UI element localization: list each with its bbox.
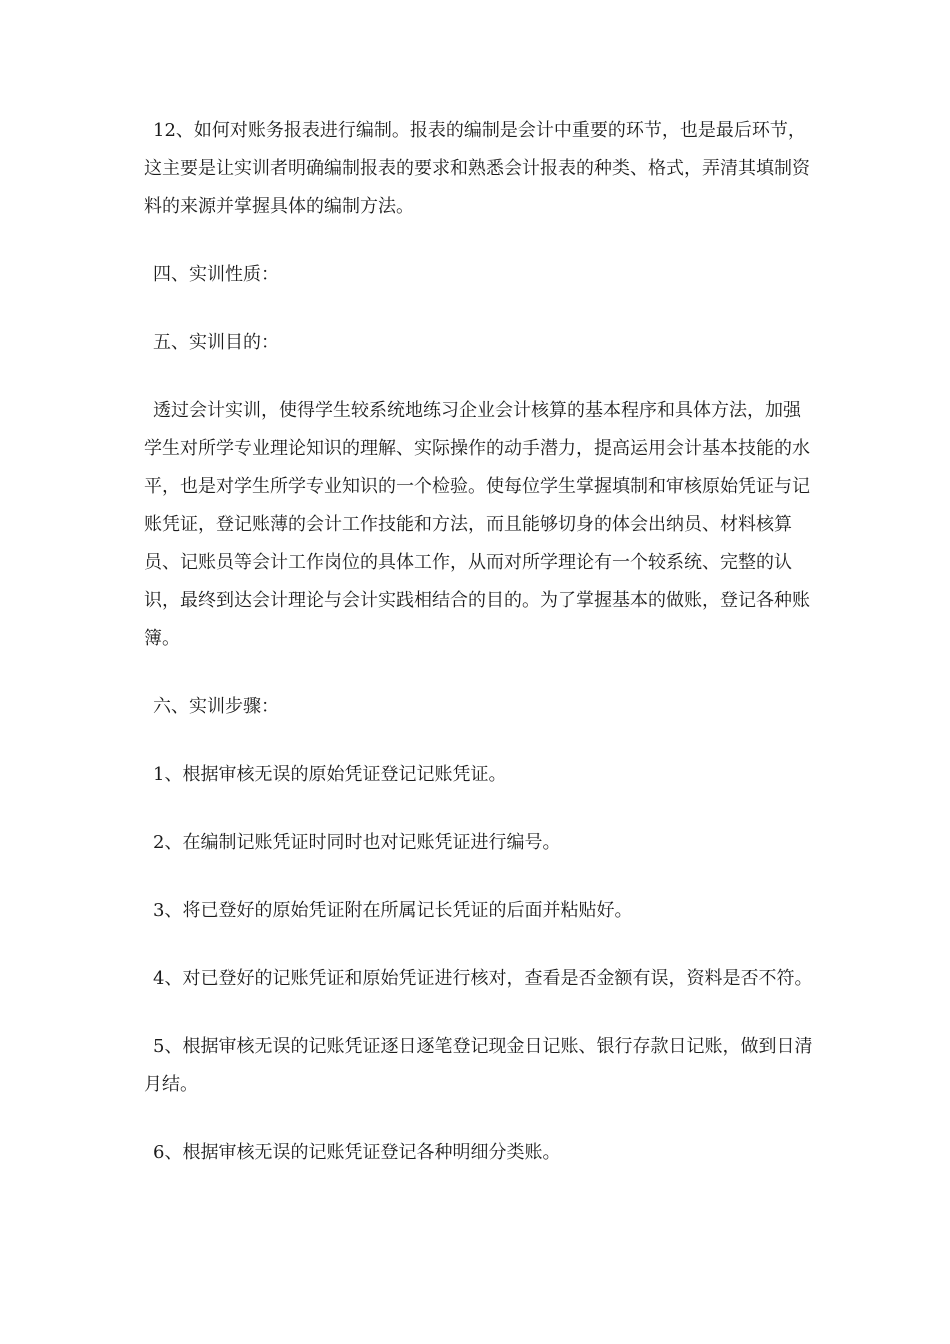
step-6: 6、根据审核无误的记账凭证登记各种明细分类账。 (153, 1142, 561, 1163)
heading-training-nature: 四、实训性质： (153, 264, 279, 285)
paragraph-training-purpose: 透过会计实训，使得学生较系统地练习企业会计核算的基本程序和具体方法，加强学生对所学专业理论知识的理解、实际操作的动手潜力，提高运用会计基本技能的水平，也是对学生所学专业知识的一个检验。使每位学生掌握填制和审核原始凭证与记账凭证，登记账薄的会计工作技能和方法，而且能够切身的体会出纳员、材料核算员、记账员等会计工作岗位的具体工作，从而对所学理论有一个较系统、完整的认识，最终到达会计理论与会计实践相结合的目的。为了掌握基本的做账，登记各种账簿。 (144, 400, 810, 649)
heading-training-steps: 六、实训步骤： (153, 696, 279, 717)
paragraph-report-compilation: 12、如何对账务报表进行编制。报表的编制是会计中重要的环节，也是最后环节，这主要是让实训者明确编制报表的要求和熟悉会计报表的种类、格式，弄清其填制资料的来源并掌握具体的编制方法。 (144, 120, 810, 217)
step-4: 4、对已登好的记账凭证和原始凭证进行核对，查看是否金额有误，资料是否不符。 (153, 968, 813, 989)
heading-training-purpose: 五、实训目的： (153, 332, 279, 353)
step-1: 1、根据审核无误的原始凭证登记记账凭证。 (153, 764, 507, 785)
step-3: 3、将已登好的原始凭证附在所属记长凭证的后面并粘贴好。 (153, 900, 633, 921)
step-2: 2、在编制记账凭证时同时也对记账凭证进行编号。 (153, 832, 561, 853)
step-5: 5、根据审核无误的记账凭证逐日逐笔登记现金日记账、银行存款日记账，做到日清月结。 (144, 1036, 813, 1095)
document-body (144, 112, 814, 1172)
